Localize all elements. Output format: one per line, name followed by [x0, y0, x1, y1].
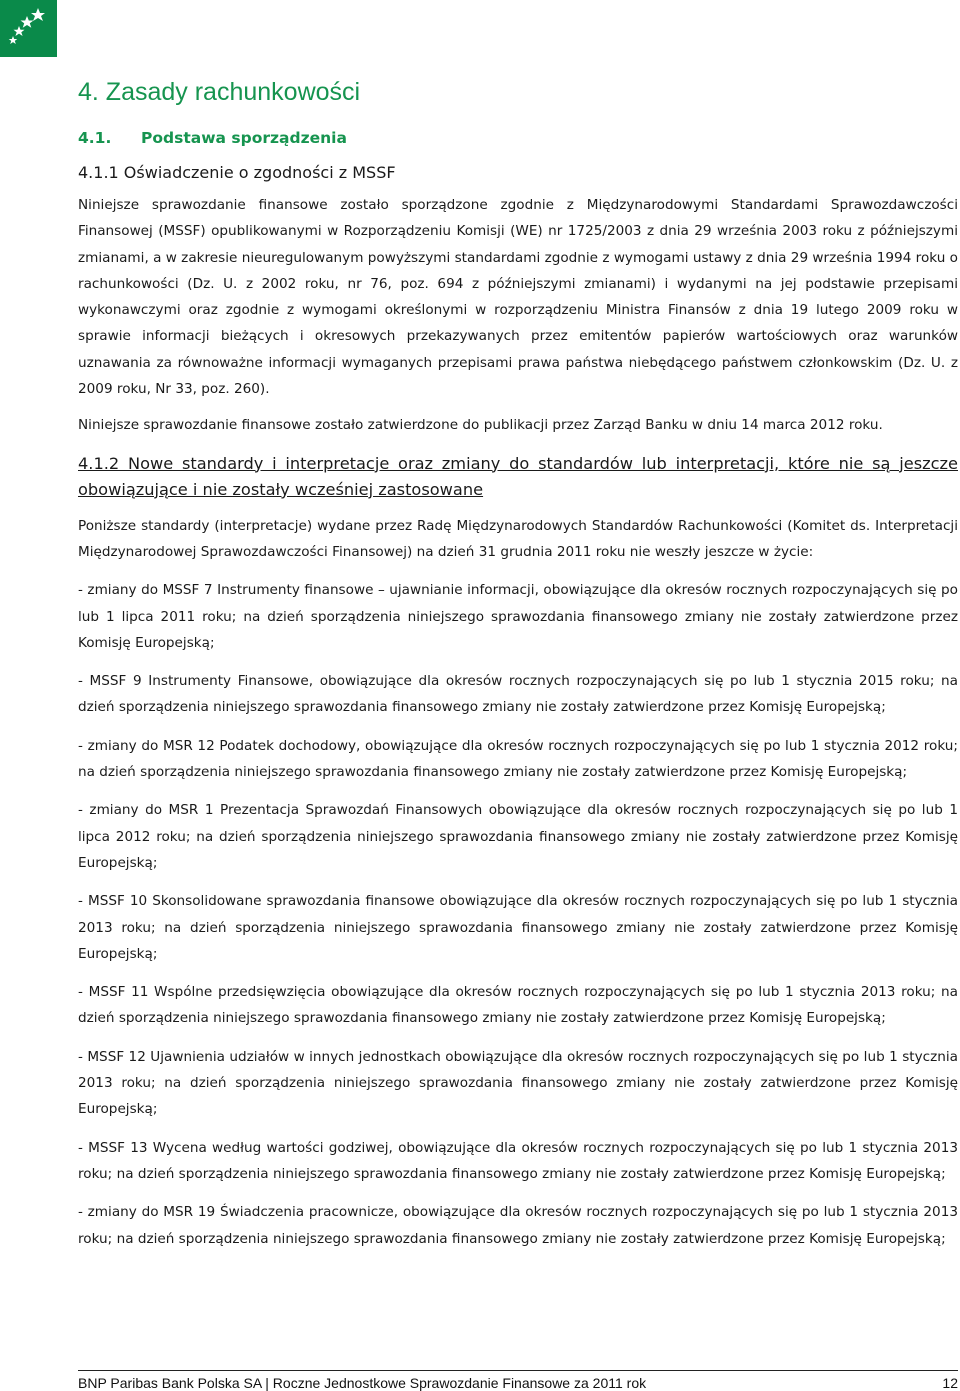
paragraph-compliance: Niniejsze sprawozdanie finansowe zostało sporządzone zgodnie z Międzynarodowymi Standardami Sprawozdawczości Finansowej (MSSF) opublikowanymi w Rozporządzeniu Komisji (WE) nr 1725/2003 z dnia 29 września 2003 roku z późniejszymi zmianami, a w zakresie nieuregulowanym powyższymi standardami zgodnie z wymogami ustawy z dnia 29 września 1994 roku o rachunkowości (Dz. U. z 2002 roku, nr 76, poz. 694 z późniejszymi zmianami) i wydanymi na jej podstawie przepisami wykonawczymi oraz zgodnie z wymogami określonymi w rozporządzeniu Ministra Finansów z dnia 19 lutego 2009 roku w sprawie informacji bieżących i okresowych przekazywanych przez emitentów papierów wartościowych oraz warunków uznawania za równoważne informacji wymaganych przepisami prawa państwa niebędącego państwem członkowskim (Dz. U. z 2009 roku, Nr 33, poz. 260). [78, 197, 958, 398]
bnp-paribas-logo [0, 0, 57, 57]
list-item: - zmiany do MSR 19 Świadczenia pracownicze, obowiązujące dla okresów rocznych rozpoczynających się po lub 1 stycznia 2013 roku; na dzień sporządzenia niniejszego sprawozdania finansowego zmiany nie zostały zatwierdzone przez Komisję Europejską; [78, 1204, 958, 1247]
list-item: - zmiany do MSR 1 Prezentacja Sprawozdań Finansowych obowiązujące dla okresów rocznych rozpoczynających się po lub 1 lipca 2012 roku; na dzień sporządzenia niniejszego sprawozdania finansowego zmiany nie zostały zatwierdzone przez Komisję Europejską; [78, 802, 958, 871]
list-item: - MSSF 11 Wspólne przedsięwzięcia obowiązujące dla okresów rocznych rozpoczynających się po lub 1 stycznia 2013 roku; na dzień sporządzenia niniejszego sprawozdania finansowego zmiany nie zostały zatwierdzone przez Komisję Europejską; [78, 984, 958, 1027]
list-item: - MSSF 12 Ujawnienia udziałów w innych jednostkach obowiązujące dla okresów rocznych rozpoczynających się po lub 1 stycznia 2013 roku; na dzień sporządzenia niniejszego sprawozdania finansowego zmiany nie zostały zatwierdzone przez Komisję Europejską; [78, 1048, 958, 1118]
document-body [78, 70, 958, 1252]
subsection-title-new-standards: 4.1.2 Nowe standardy i interpretacje oraz zmiany do standardów lub interpretacji, które nie są jeszcze obowiązujące i nie zostały wcześniej zastosowane [78, 453, 958, 499]
section-title: Podstawa sporządzenia [141, 129, 347, 147]
paragraph-approval: Niniejsze sprawozdanie finansowe zostało zatwierdzone do publikacji przez Zarząd Banku w dniu 14 marca 2012 roku. [78, 417, 883, 434]
footer-text: BNP Paribas Bank Polska SA | Roczne Jednostkowe Sprawozdanie Finansowe za 2011 rok [78, 1375, 647, 1391]
section-heading [78, 124, 958, 152]
list-item: - zmiany do MSR 12 Podatek dochodowy, obowiązujące dla okresów rocznych rozpoczynających się po lub 1 stycznia 2012 roku; na dzień sporządzenia niniejszego sprawozdania finansowego zmiany nie zostały zatwierdzone przez Komisję Europejską; [78, 737, 958, 781]
section-number: 4.1. [78, 129, 112, 147]
bnp-paribas-stars-icon [0, 0, 57, 57]
list-item: - MSSF 9 Instrumenty Finansowe, obowiązujące dla okresów rocznych rozpoczynających się po lub 1 stycznia 2015 roku; na dzień sporządzenia niniejszego sprawozdania finansowego zmiany nie zostały zatwierdzone przez Komisję Europejską; [78, 673, 958, 716]
list-item: - zmiany do MSSF 7 Instrumenty finansowe – ujawnianie informacji, obowiązujące dla okresów rocznych rozpoczynających się po lub 1 lipca 2011 roku; na dzień sporządzenia niniejszego sprawozdania finansowego zmiany nie zostały zatwierdzone przez Komisję Europejską; [78, 582, 958, 651]
page-footer [78, 1370, 958, 1391]
list-item: - MSSF 13 Wycena według wartości godziwej, obowiązujące dla okresów rocznych rozpoczynających się po lub 1 stycznia 2013 roku; na dzień sporządzenia niniejszego sprawozdania finansowego zmiany nie zostały zatwierdzone przez Komisję Europejską; [78, 1139, 958, 1182]
page-number: 12 [942, 1375, 958, 1391]
subsection-title-compliance: 4.1.1 Oświadczenie o zgodności z MSSF [78, 163, 396, 182]
list-item: - MSSF 10 Skonsolidowane sprawozdania finansowe obowiązujące dla okresów rocznych rozpoczynających się po lub 1 stycznia 2013 roku; na dzień sporządzenia niniejszego sprawozdania finansowego zmiany nie zostały zatwierdzone przez Komisję Europejską; [78, 893, 958, 962]
paragraph-standards-intro: Poniższe standardy (interpretacje) wydane przez Radę Międzynarodowych Standardów Rachunkowości (Komitet ds. Interpretacji Międzynarodowej Sprawozdawczości Finansowej) na dzień 31 grudnia 2011 roku nie weszły jeszcze w życie: [78, 517, 958, 560]
chapter-heading: 4. Zasady rachunkowości [78, 78, 361, 106]
